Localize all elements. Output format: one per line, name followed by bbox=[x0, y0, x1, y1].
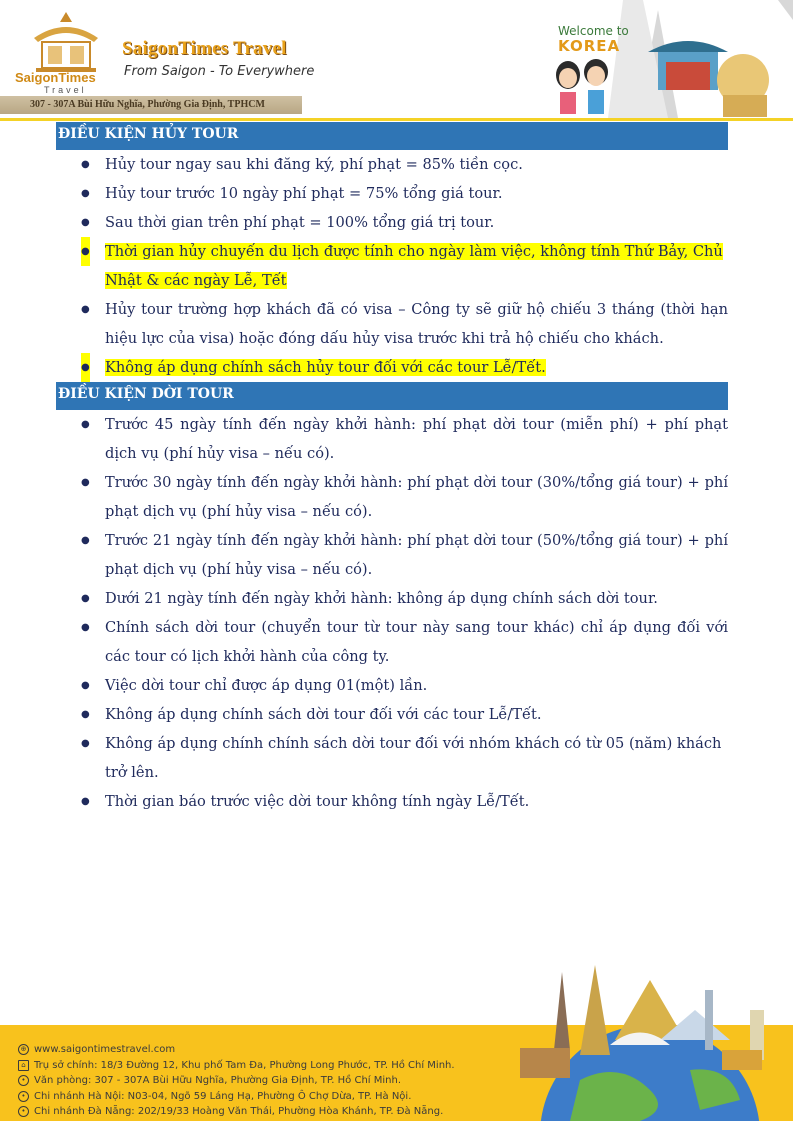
list-item-text: Hủy tour ngay sau khi đăng ký, phí phạt = 85% tiền cọc. bbox=[105, 156, 523, 173]
footer-hanoi-row bbox=[18, 1089, 455, 1105]
brand-name: SaigonTimes Travel bbox=[122, 38, 287, 59]
welcome-text: Welcome to bbox=[558, 24, 629, 38]
list-item-text: Không áp dụng chính chính sách dời tour đối với nhóm khách có từ 05 (năm) khách trở lên. bbox=[105, 735, 722, 781]
list-item bbox=[56, 671, 728, 700]
cancellation-list bbox=[56, 150, 728, 382]
document-body bbox=[56, 122, 728, 816]
footer-hanoi: Chi nhánh Hà Nội: N03-04, Ngõ 59 Láng Hạ, Phường Ô Chợ Dừa, TP. Hà Nội. bbox=[34, 1090, 412, 1102]
footer-office: Văn phòng: 307 - 307A Bùi Hữu Nghĩa, Phường Gia Định, TP. Hồ Chí Minh. bbox=[34, 1075, 402, 1086]
location-pin-icon: • bbox=[18, 1106, 29, 1117]
section-title-reschedule: ĐIỀU KIỆN DỜI TOUR bbox=[56, 382, 728, 410]
list-item-text: Trước 30 ngày tính đến ngày khởi hành: phí phạt dời tour (30%/tổng giá tour) + phí phạt dịch vụ (phí hủy visa – nếu có). bbox=[105, 474, 728, 520]
footer-danang-row bbox=[18, 1104, 455, 1120]
logo-subtitle: Travel bbox=[44, 85, 87, 95]
list-item-text: Không áp dụng chính sách dời tour đối với các tour Lễ/Tết. bbox=[105, 706, 542, 723]
logo-wordmark: SaigonTimes bbox=[15, 70, 96, 85]
footer-danang: Chi nhánh Đà Nẵng: 202/19/33 Hoàng Văn Thái, Phường Hòa Khánh, TP. Đà Nẵng. bbox=[34, 1106, 444, 1117]
list-item-text: Trước 21 ngày tính đến ngày khởi hành: phí phạt dời tour (50%/tổng giá tour) + phí phạt dịch vụ (phí hủy visa – nếu có). bbox=[105, 532, 728, 578]
korea-text: KOREA bbox=[558, 37, 621, 55]
list-item bbox=[56, 179, 728, 208]
list-item-highlighted bbox=[56, 237, 728, 295]
list-item-text: Việc dời tour chỉ được áp dụng 01(một) lần. bbox=[105, 677, 428, 694]
list-item bbox=[56, 295, 728, 353]
list-item bbox=[56, 613, 728, 671]
footer-head-office-row bbox=[18, 1058, 455, 1074]
page-header bbox=[0, 0, 793, 122]
footer-website-row bbox=[18, 1042, 455, 1058]
list-item-text: Hủy tour trước 10 ngày phí phạt = 75% tổng giá tour. bbox=[105, 185, 503, 202]
list-item-text: Trước 45 ngày tính đến ngày khởi hành: phí phạt dời tour (miễn phí) + phí phạt dịch vụ (phí hủy visa – nếu có). bbox=[105, 416, 728, 462]
header-address: 307 - 307A Bùi Hữu Nghĩa, Phường Gia Định, TPHCM bbox=[30, 99, 265, 110]
reschedule-list bbox=[56, 410, 728, 816]
korea-illustration bbox=[548, 0, 793, 120]
list-item bbox=[56, 468, 728, 526]
list-item bbox=[56, 410, 728, 468]
list-item bbox=[56, 208, 728, 237]
world-landmarks-illustration bbox=[500, 960, 793, 1121]
list-item-text: Sau thời gian trên phí phạt = 100% tổng giá trị tour. bbox=[105, 214, 495, 231]
list-item bbox=[56, 150, 728, 179]
list-item bbox=[56, 787, 728, 816]
list-item-text: Hủy tour trường hợp khách đã có visa – Công ty sẽ giữ hộ chiếu 3 tháng (thời hạn hiệu lực của visa) hoặc đóng dấu hủy visa trước khi trả hộ chiếu cho khách. bbox=[105, 301, 728, 347]
list-item-highlighted bbox=[56, 353, 728, 382]
location-pin-icon: • bbox=[18, 1091, 29, 1102]
list-item-text: Dưới 21 ngày tính đến ngày khởi hành: không áp dụng chính sách dời tour. bbox=[105, 590, 658, 607]
location-pin-icon: • bbox=[18, 1075, 29, 1086]
list-item bbox=[56, 729, 728, 787]
list-item bbox=[56, 584, 728, 613]
footer-office-row bbox=[18, 1073, 455, 1089]
footer-website[interactable]: www.saigontimestravel.com bbox=[34, 1044, 176, 1055]
brand-slogan: From Saigon - To Everywhere bbox=[124, 64, 315, 79]
list-item-text: Thời gian hủy chuyến du lịch được tính cho ngày làm việc, không tính Thứ Bảy, Chủ Nhật & các ngày Lễ, Tết bbox=[105, 243, 723, 289]
list-item-text: Chính sách dời tour (chuyển tour từ tour này sang tour khác) chỉ áp dụng đối với các tour có lịch khởi hành của công ty. bbox=[105, 619, 728, 665]
footer-contact bbox=[18, 1042, 455, 1120]
list-item-text: Thời gian báo trước việc dời tour không tính ngày Lễ/Tết. bbox=[105, 793, 530, 810]
globe-icon: ⊕ bbox=[18, 1044, 29, 1055]
home-icon: ⌂ bbox=[18, 1060, 29, 1071]
section-title-cancellation: ĐIỀU KIỆN HỦY TOUR bbox=[56, 122, 728, 150]
footer-head-office: Trụ sở chính: 18/3 Đường 12, Khu phố Tam Đa, Phường Long Phước, TP. Hồ Chí Minh. bbox=[34, 1059, 455, 1071]
list-item bbox=[56, 700, 728, 729]
list-item-text: Không áp dụng chính sách hủy tour đối với các tour Lễ/Tết. bbox=[105, 359, 546, 376]
list-item bbox=[56, 526, 728, 584]
